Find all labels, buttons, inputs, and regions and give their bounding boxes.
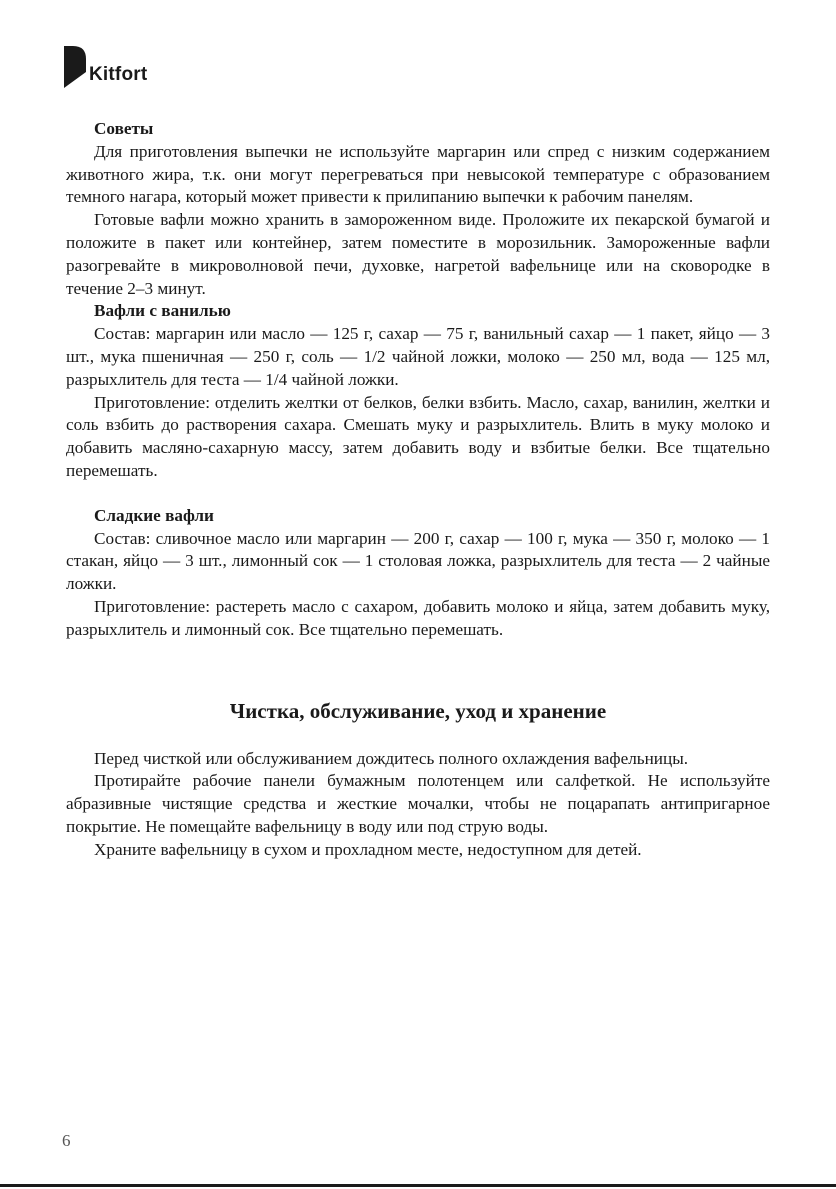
page-content	[66, 118, 770, 862]
spacer	[66, 642, 770, 698]
spacer	[66, 483, 770, 505]
brand-logo-text: Kitfort	[89, 64, 148, 85]
tips-heading: Советы	[94, 119, 154, 138]
kitfort-logo-icon	[64, 46, 86, 88]
vanilla-preparation: Приготовление: отделить желтки от белков, белки взбить. Масло, сахар, ванилин, желтки и соль взбить до растворения сахара. Смешать муку и разрыхлитель. Влить в муку молоко и добавить масляно-сахарную массу, затем добавить воду и взбитые белки. Все тщательно перемешать.	[66, 392, 770, 480]
vanilla-ingredients: Состав: маргарин или масло — 125 г, сахар — 75 г, ванильный сахар — 1 пакет, яйцо — 3 шт., мука пшеничная — 250 г, соль — 1/2 чайной ложки, молоко — 250 мл, вода — 125 мл, разрыхлитель для теста — 1/4 чайной ложки.	[66, 324, 770, 389]
tips-paragraph-2: Готовые вафли можно хранить в замороженном виде. Проложите их пекарской бумагой и положите в пакет или контейнер, затем поместите в морозильник. Замороженные вафли разогревайте в микроволновой печи, духовке, нагретой вафельнице или на сковородке в течение 2–3 минут.	[66, 210, 770, 298]
cleaning-paragraph-2: Протирайте рабочие панели бумажным полотенцем или салфеткой. Не используйте абразивные чистящие средства и жесткие мочалки, чтобы не поцарапать антипригарное покрытие. Не помещайте вафельницу в воду или под струю воды.	[66, 771, 770, 836]
sweet-waffles-heading: Сладкие вафли	[94, 505, 214, 525]
brand-logo	[64, 46, 147, 88]
bottom-divider	[0, 1184, 836, 1187]
spacer	[66, 724, 770, 748]
tips-paragraph-1: Для приготовления выпечки не используйте маргарин или спред с низким содержанием животного жира, т.к. они могут перегреваться при невысокой температуре с образованием темного нагара, который может привести к прилипанию выпечки к рабочим панелям.	[66, 141, 770, 207]
vanilla-waffles-heading: Вафли с ванилью	[94, 301, 231, 321]
sweet-ingredients: Состав: сливочное масло или маргарин — 200 г, сахар — 100 г, мука — 350 г, молоко — 1 стакан, яйцо — 3 шт., лимонный сок — 1 столовая ложка, разрыхлитель для теста — 2 чайные ложки.	[66, 528, 770, 594]
sweet-preparation: Приготовление: растереть масло с сахаром, добавить молоко и яйца, затем добавить муку, разрыхлитель и лимонный сок. Все тщательно перемешать.	[66, 596, 770, 639]
page-number: 6	[62, 1131, 71, 1150]
cleaning-paragraph-1: Перед чисткой или обслуживанием дождитесь полного охлаждения вафельницы.	[94, 748, 689, 768]
cleaning-paragraph-3: Храните вафельницу в сухом и прохладном месте, недоступном для детей.	[94, 839, 642, 859]
cleaning-section-title: Чистка, обслуживание, уход и хранение	[229, 698, 607, 723]
